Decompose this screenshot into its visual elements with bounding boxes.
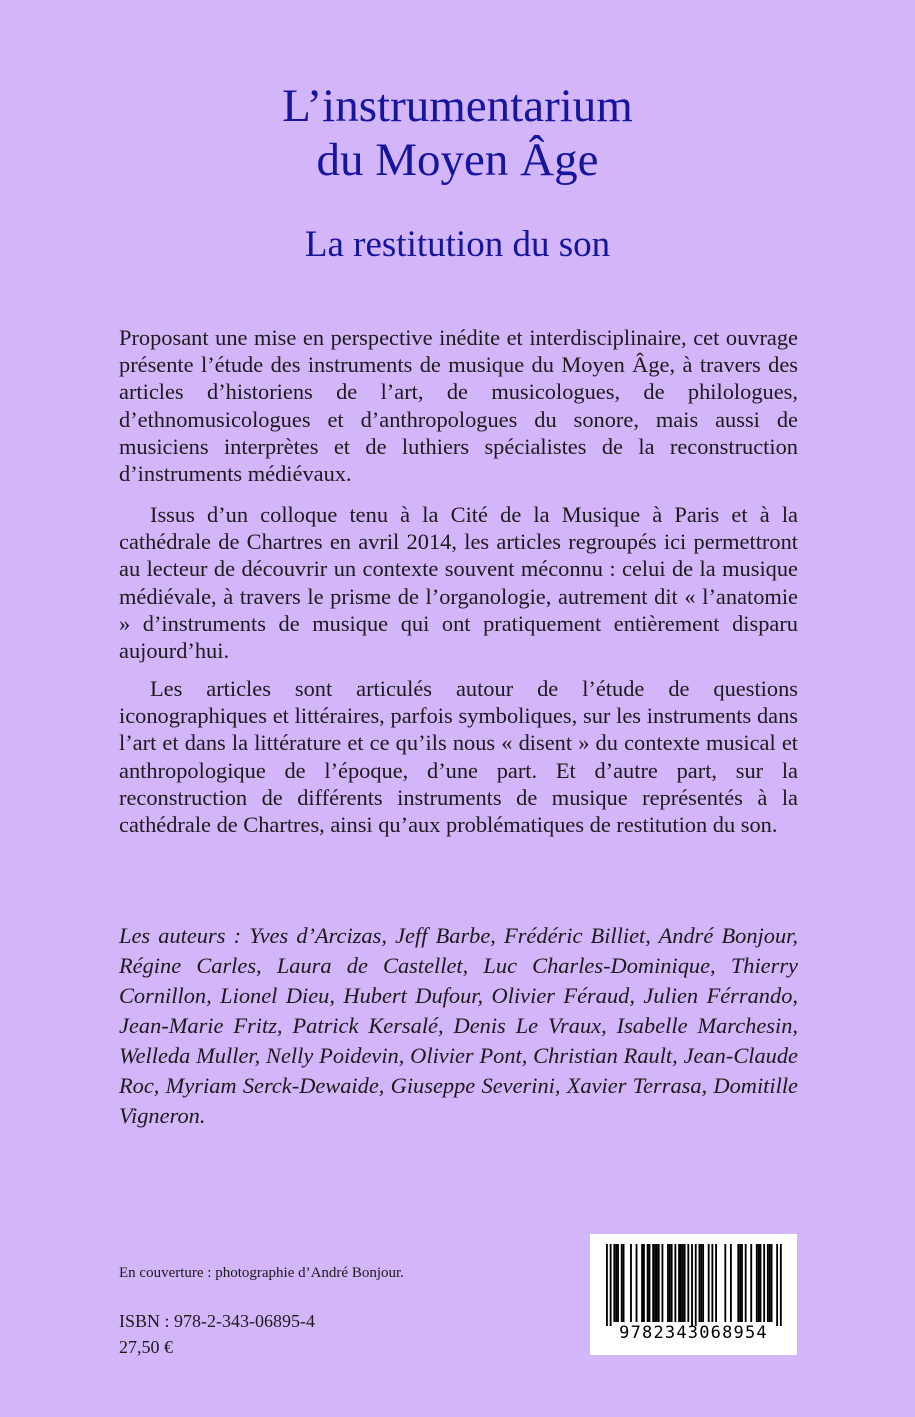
barcode-bar xyxy=(654,1244,656,1322)
barcode-bar xyxy=(674,1244,676,1322)
description-paragraph-3: Les articles sont articulés autour de l’étude de questions iconographiques et littéraires, parfois symboliques, sur les instruments dans l’art et dans la littérature et ce qu’ils nous « disent » du contexte musical et anthropologique de l’époque, d’une part. Et d’autre part, sur la reconstruction de différents instruments de musique représentés à la cathédrale de Chartres, ainsi qu’aux problématiques de restitution du son. xyxy=(119,676,798,838)
book-title-line-1: L’instrumentarium xyxy=(282,80,633,132)
barcode-bar xyxy=(613,1244,615,1322)
barcode-bar xyxy=(617,1244,619,1322)
barcode xyxy=(590,1234,797,1355)
barcode-bar xyxy=(715,1244,717,1322)
barcode-bar xyxy=(647,1244,649,1322)
barcode-bar xyxy=(649,1244,651,1322)
book-title-line-2: du Moyen Âge xyxy=(316,134,599,186)
barcode-bar xyxy=(687,1244,689,1322)
barcode-bar xyxy=(741,1244,743,1322)
barcode-bar xyxy=(699,1244,701,1322)
authors-list: Les auteurs : Yves d’Arcizas, Jeff Barbe, Frédéric Billiet, André Bonjour, Régine Carles, Laura de Castellet, Luc Charles-Dominique, Thierry Cornillon, Lionel Dieu, Hubert Dufour, Olivier Féraud, Julien Férrando, Jean-Marie Fritz, Patrick Kersalé, Denis Le Vraux, Isabelle Marchesin, Welleda Muller, Nelly Poidevin, Olivier Pont, Christian Rault, Jean-Claude Roc, Myriam Serck-Dewaide, Giuseppe Severini, Xavier Terrasa, Domitille Vigneron. xyxy=(119,923,798,1128)
barcode-bar xyxy=(702,1244,704,1322)
barcode-bar xyxy=(671,1244,673,1322)
barcode-bar xyxy=(763,1244,765,1322)
barcode-bar xyxy=(643,1244,645,1322)
barcode-number: 9782343068954 xyxy=(619,1323,768,1343)
barcode-bar xyxy=(641,1244,643,1322)
barcode-bar xyxy=(682,1244,684,1322)
book-subtitle: La restitution du son xyxy=(304,224,611,265)
barcode-bar xyxy=(769,1244,771,1322)
barcode-bar xyxy=(708,1244,710,1322)
barcode-bar xyxy=(730,1244,732,1322)
barcode-bar xyxy=(606,1244,608,1326)
barcode-bar xyxy=(760,1244,762,1322)
barcode-bar xyxy=(652,1244,654,1322)
barcode-bar xyxy=(739,1244,741,1322)
barcode-bar xyxy=(621,1244,623,1322)
barcode-bar xyxy=(623,1244,625,1322)
cover-photo-credit: En couverture : photographie d’André Bonjour. xyxy=(119,1265,404,1281)
isbn: ISBN : 978-2-343-06895-4 xyxy=(119,1311,315,1331)
barcode-bar xyxy=(771,1244,773,1322)
barcode-bar xyxy=(658,1244,660,1322)
description-paragraph-2: Issus d’un colloque tenu à la Cité de la Musique à Paris et à la cathédrale de Chartres en avril 2014, les articles regroupés ici permettront au lecteur de découvrir un contexte souvent méconnu : celui de la musique médiévale, à travers le prisme de l’organologie, autrement dit « l’anatomie » d’instruments de musique qui ont pratiquement entièrement disparu aujourd’hui. xyxy=(119,502,798,664)
barcode-bar xyxy=(662,1244,664,1322)
barcode-bar xyxy=(695,1244,697,1326)
barcode-bar xyxy=(615,1244,617,1322)
barcode-bar xyxy=(656,1244,658,1322)
barcode-bar xyxy=(767,1244,769,1322)
barcode-bar xyxy=(684,1244,686,1322)
barcode-bar xyxy=(669,1244,671,1322)
barcode-bar xyxy=(678,1244,680,1322)
barcode-bar xyxy=(724,1244,726,1322)
barcode-bar xyxy=(780,1244,782,1326)
barcode-bar xyxy=(756,1244,758,1322)
barcode-bar xyxy=(667,1244,669,1322)
barcode-bar xyxy=(610,1244,612,1326)
barcode-bar xyxy=(745,1244,747,1322)
barcode-bar xyxy=(636,1244,638,1322)
barcode-bar xyxy=(691,1244,693,1326)
barcode-bar xyxy=(737,1244,739,1322)
barcode-bar xyxy=(758,1244,760,1322)
price: 27,50 € xyxy=(119,1337,173,1357)
barcode-bar xyxy=(776,1244,778,1326)
barcode-bar xyxy=(700,1244,702,1322)
barcode-bar xyxy=(630,1244,632,1322)
barcode-bar xyxy=(680,1244,682,1322)
description-paragraph-1: Proposant une mise en perspective inédite et interdisciplinaire, cet ouvrage présente l’étude des instruments de musique du Moyen Âge, à travers des articles d’historiens de l’art, de musicologues, de philologues, d’ethnomusicologues et d’anthropologues du sonore, mais aussi de musiciens interprètes et de luthiers spécialistes de la reconstruction d’instruments médiévaux. xyxy=(119,325,798,487)
barcode-bar xyxy=(711,1244,713,1322)
barcode-bar xyxy=(750,1244,752,1322)
